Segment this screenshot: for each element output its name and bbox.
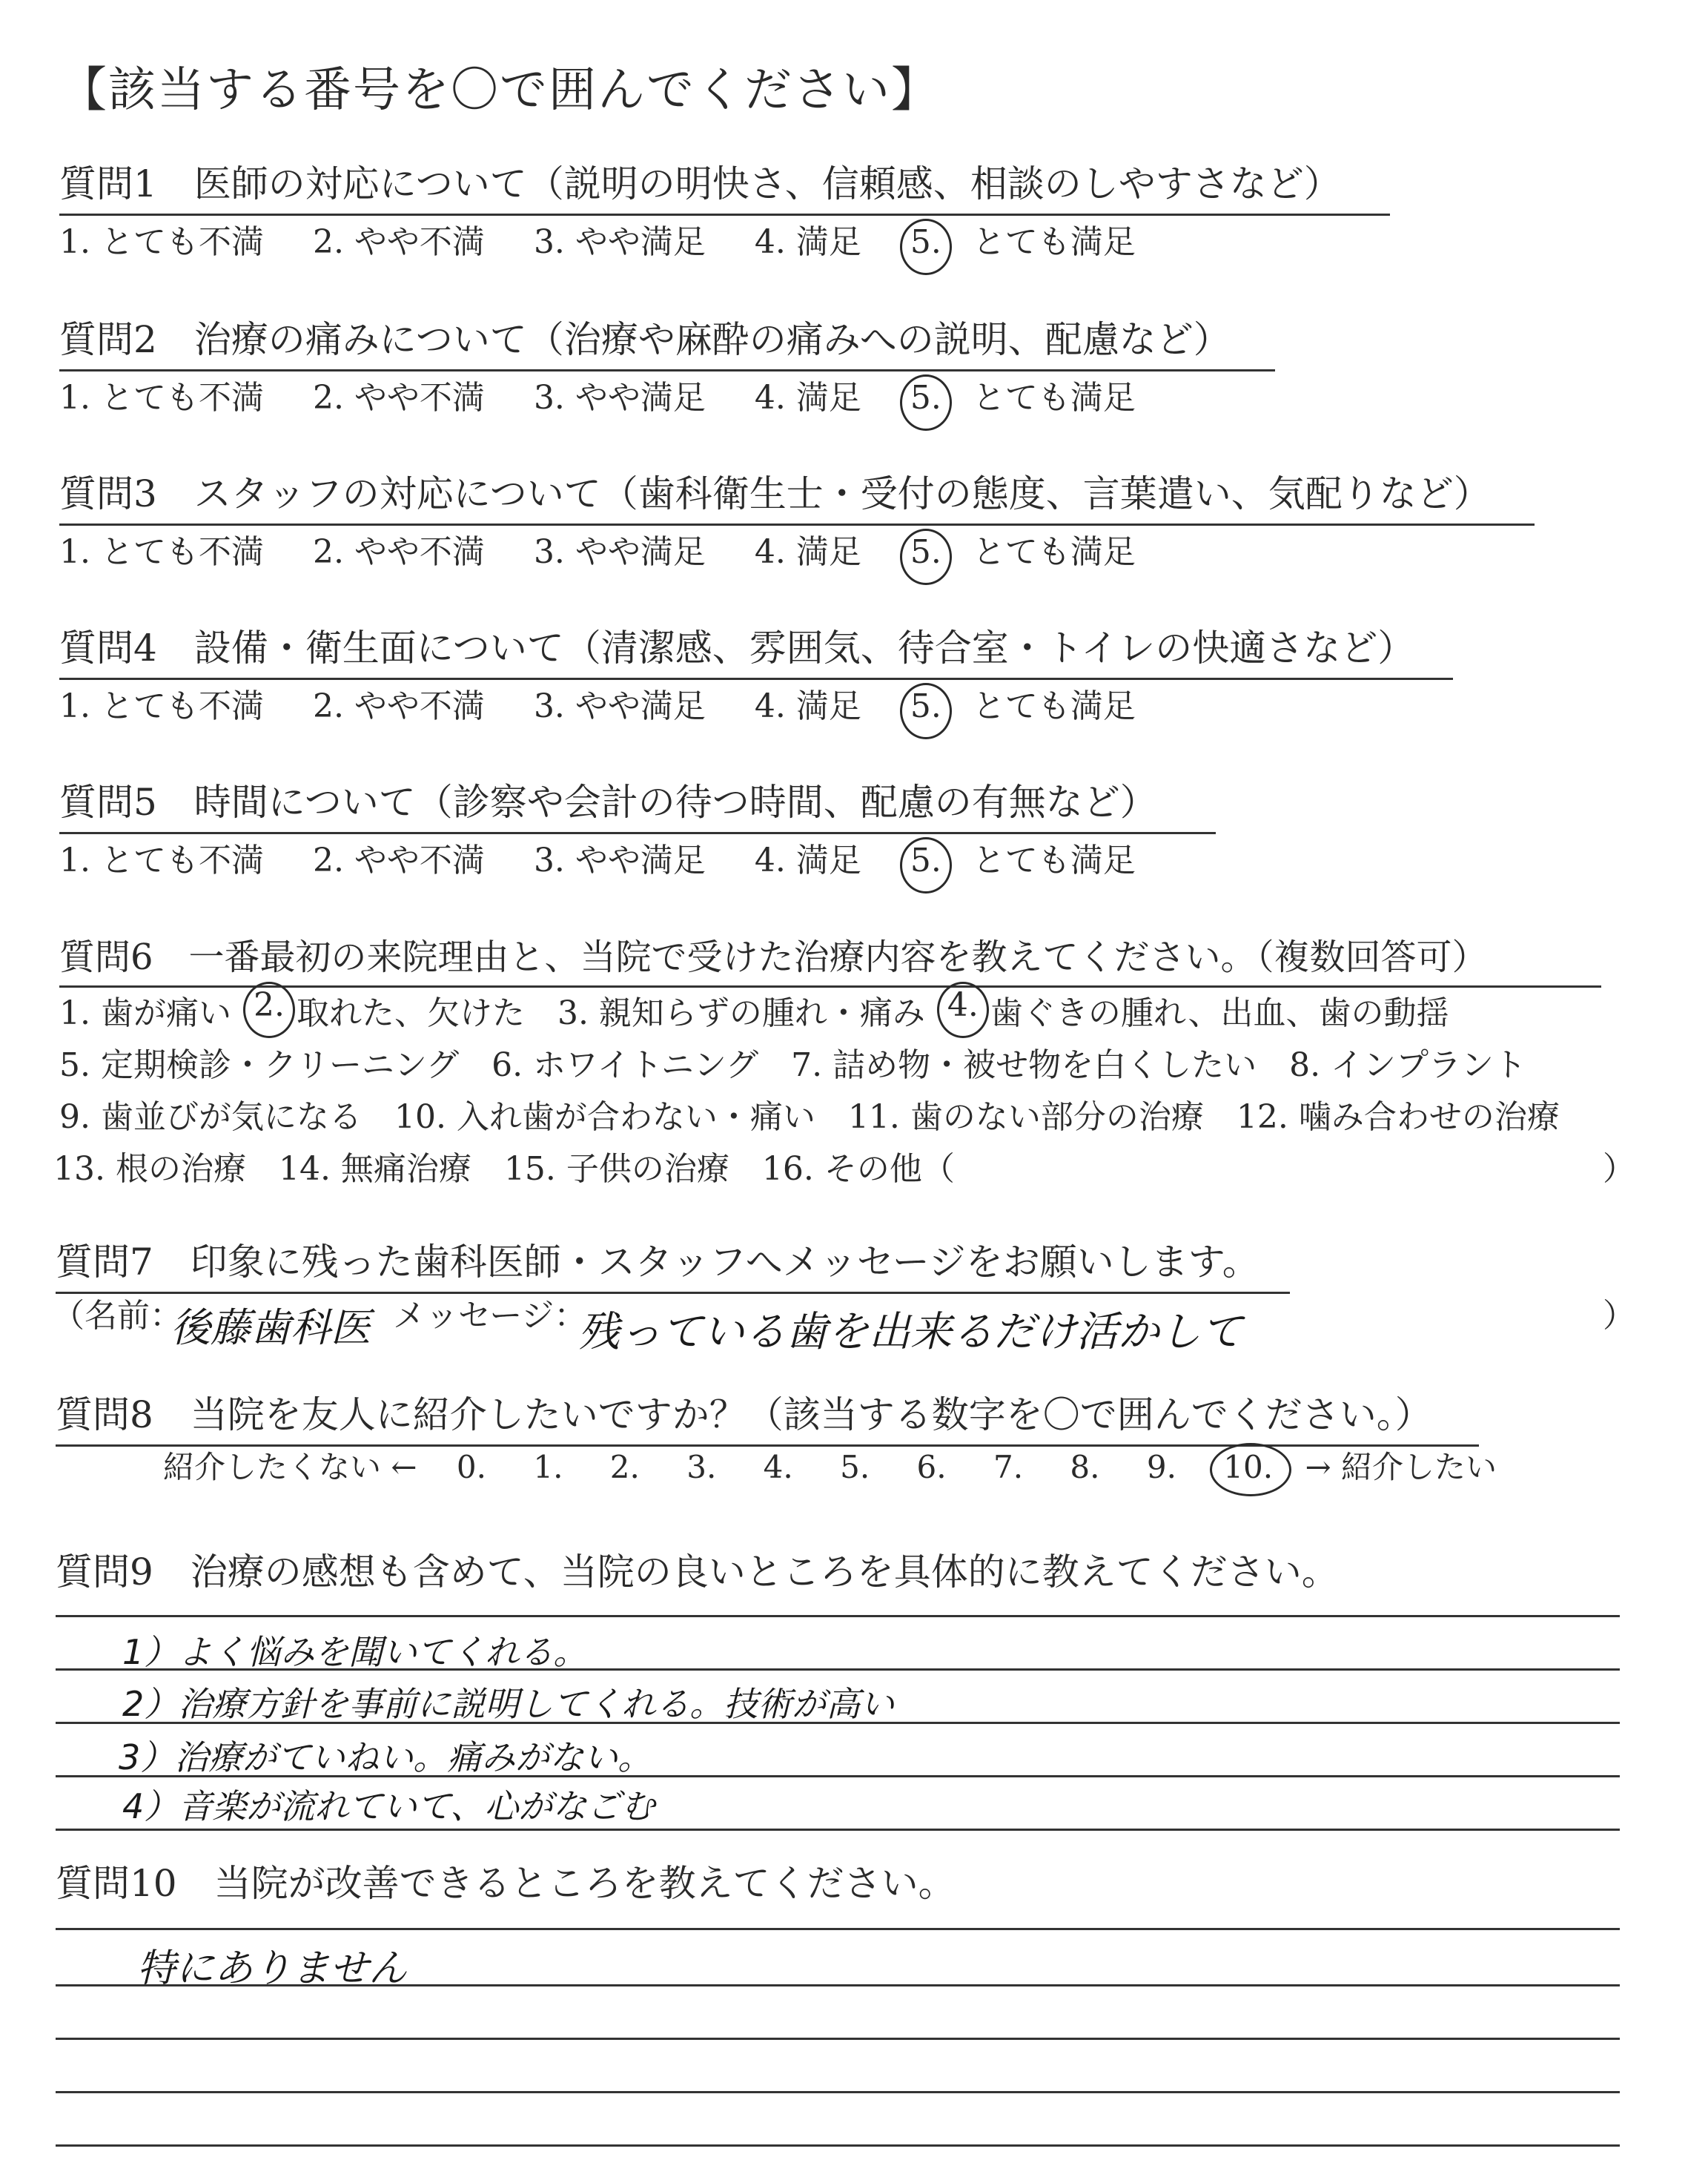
selection-circle	[900, 529, 952, 585]
option-3[interactable]: 3. やや満足	[533, 379, 706, 417]
page-title: 【該当する番号を〇で囲んでください】	[59, 63, 940, 118]
option-2-label: 取れた、欠けた	[296, 994, 525, 1032]
q8-scale-4[interactable]: 4.	[763, 1449, 793, 1485]
question-8-header: 質問8 当院を友人に紹介したいですか？（該当する数字を〇で囲んでください。）	[56, 1385, 1479, 1447]
answer-line	[56, 1984, 1620, 1986]
option-1[interactable]: 1. とても不満	[59, 533, 264, 571]
q8-scale-3[interactable]: 3.	[686, 1449, 717, 1485]
question-1-options	[59, 215, 1174, 262]
option-5-label: とても満足	[972, 223, 1136, 261]
question-3-options	[59, 525, 1174, 572]
q8-scale-9[interactable]: 9.	[1146, 1449, 1176, 1485]
option-16[interactable]: 16. その他（	[761, 1150, 955, 1188]
q8-scale-5[interactable]: 5.	[840, 1449, 870, 1485]
question-6-row-4	[53, 1142, 987, 1189]
question-2-options	[59, 371, 1174, 418]
answer-line	[56, 1615, 1620, 1617]
option-4[interactable]: 4. 満足	[754, 842, 861, 879]
option-1[interactable]: 1. とても不満	[59, 687, 264, 725]
question-3-header: 質問3 スタッフの対応について（歯科衛生士・受付の態度、言葉遣い、気配りなど）	[59, 464, 1535, 526]
option-3[interactable]: 3. やや満足	[533, 533, 706, 571]
question-5-header: 質問5 時間について（診察や会計の待つ時間、配慮の有無など）	[59, 773, 1216, 834]
option-13[interactable]: 13. 根の治療	[53, 1150, 246, 1188]
option-5-selected[interactable]: 5.	[910, 223, 941, 261]
question-4-header: 質問4 設備・衛生面について（清潔感、雰囲気、待合室・トイレの快適さなど）	[59, 618, 1453, 680]
option-4-label: 歯ぐきの腫れ、出血、歯の動揺	[990, 994, 1449, 1032]
answer-line	[56, 1775, 1620, 1777]
option-2[interactable]: 2. やや不満	[312, 379, 485, 417]
q8-scale-2[interactable]: 2.	[609, 1449, 640, 1485]
option-5-label: とても満足	[972, 379, 1136, 417]
selection-circle	[1210, 1443, 1291, 1496]
question-6-row-2	[59, 1038, 1526, 1086]
q7-name-label: （名前：	[52, 1297, 182, 1335]
q8-scale-8[interactable]: 8.	[1070, 1449, 1100, 1485]
option-1[interactable]: 1. とても不満	[59, 379, 264, 417]
selection-circle	[900, 219, 952, 275]
option-2-selected[interactable]: 2.	[254, 986, 285, 1034]
answer-line	[56, 2091, 1620, 2093]
option-1[interactable]: 1. 歯が痛い	[59, 994, 231, 1032]
option-5-selected[interactable]: 5.	[910, 379, 941, 417]
option-12[interactable]: 12. 噛み合わせの治療	[1236, 1098, 1560, 1136]
option-5-selected[interactable]: 5.	[910, 533, 941, 571]
option-5-label: とても満足	[972, 687, 1136, 725]
answer-line	[56, 2038, 1620, 2040]
selection-circle	[900, 374, 952, 431]
option-1[interactable]: 1. とても不満	[59, 842, 264, 879]
q7-name-value[interactable]: 後藤歯科医	[171, 1304, 371, 1351]
option-5-selected[interactable]: 5.	[910, 687, 941, 725]
q7-message-value[interactable]: 残っている歯を出来るだけ活かして	[578, 1308, 1242, 1356]
selection-circle	[937, 982, 989, 1038]
question-1-header: 質問1 医師の対応について（説明の明快さ、信頼感、相談のしやすさなど）	[59, 154, 1390, 216]
q9-answer-1[interactable]: 1）よく悩みを聞いてくれる。	[122, 1632, 588, 1672]
option-9[interactable]: 9. 歯並びが気になる	[59, 1098, 362, 1136]
option-3[interactable]: 3. 親知らずの腫れ・痛み	[557, 994, 925, 1032]
selection-circle	[243, 982, 295, 1038]
q9-answer-4[interactable]: 4）音楽が流れていて、心がなごむ	[122, 1786, 655, 1826]
q8-scale-6[interactable]: 6.	[916, 1449, 947, 1485]
option-11[interactable]: 11. 歯のない部分の治療	[847, 1098, 1204, 1136]
option-4[interactable]: 4. 満足	[754, 379, 861, 417]
question-7-header: 質問7 印象に残った歯科医師・スタッフへメッセージをお願いします。	[56, 1232, 1290, 1294]
question-6-row-1	[59, 986, 1449, 1034]
option-4[interactable]: 4. 満足	[754, 533, 861, 571]
option-10[interactable]: 10. 入れ歯が合わない・痛い	[394, 1098, 815, 1136]
answer-line	[56, 1928, 1620, 1930]
option-15[interactable]: 15. 子供の治療	[503, 1150, 729, 1188]
q8-right-label: → 紹介したい	[1305, 1449, 1497, 1485]
option-2[interactable]: 2. やや不満	[312, 223, 485, 261]
option-7[interactable]: 7. 詰め物・被せ物を白くしたい	[791, 1046, 1257, 1084]
question-6-header: 質問6 一番最初の来院理由と、当院で受けた治療内容を教えてください。（複数回答可）	[59, 928, 1601, 988]
q8-left-label: 紹介したくない ←	[163, 1449, 417, 1485]
question-9-header: 質問9 治療の感想も含めて、当院の良いところを具体的に教えてください。	[56, 1550, 1339, 1593]
question-2-header: 質問2 治療の痛みについて（治療や麻酔の痛みへの説明、配慮など）	[59, 310, 1275, 371]
option-5-label: とても満足	[972, 533, 1136, 571]
q10-answer[interactable]: 特にありません	[137, 1946, 408, 1991]
selection-circle	[900, 837, 952, 894]
q8-scale-0[interactable]: 0.	[456, 1449, 486, 1485]
question-4-options	[59, 679, 1174, 727]
answer-line	[56, 1668, 1620, 1671]
q8-scale	[163, 1443, 1497, 1487]
answer-line	[56, 1722, 1620, 1724]
option-2[interactable]: 2. やや不満	[312, 842, 485, 879]
question-6-row-3	[59, 1090, 1560, 1137]
question-5-options	[59, 833, 1174, 881]
q8-scale-7[interactable]: 7.	[993, 1449, 1024, 1485]
option-3[interactable]: 3. やや満足	[533, 842, 706, 879]
option-4[interactable]: 4. 満足	[754, 687, 861, 725]
q7-close-paren: ）	[1603, 1297, 1635, 1335]
q8-scale-1[interactable]: 1.	[533, 1449, 563, 1485]
option-1[interactable]: 1. とても不満	[59, 223, 264, 261]
option-8[interactable]: 8. インプラント	[1289, 1046, 1527, 1084]
selection-circle	[900, 683, 952, 739]
option-14[interactable]: 14. 無痛治療	[278, 1150, 471, 1188]
q7-message-label: メッセージ：	[393, 1297, 587, 1335]
option-2[interactable]: 2. やや不満	[312, 533, 485, 571]
option-5-selected[interactable]: 5.	[910, 842, 941, 879]
option-5[interactable]: 5. 定期検診・クリーニング	[59, 1046, 460, 1084]
option-16-close-paren: ）	[1603, 1150, 1635, 1188]
option-4[interactable]: 4. 満足	[754, 223, 861, 261]
q9-answer-2[interactable]: 2）治療方針を事前に説明してくれる。技術が高い	[122, 1684, 895, 1724]
option-3[interactable]: 3. やや満足	[533, 223, 706, 261]
option-4-selected[interactable]: 4.	[947, 986, 979, 1034]
option-2[interactable]: 2. やや不満	[312, 687, 485, 725]
option-6[interactable]: 6. ホワイトニング	[491, 1046, 759, 1084]
answer-line	[56, 2144, 1620, 2147]
q9-answer-3[interactable]: 3）治療がていねい。痛みがない。	[119, 1737, 652, 1777]
question-10-header: 質問10 当院が改善できるところを教えてください。	[56, 1862, 956, 1905]
option-5-label: とても満足	[972, 842, 1136, 879]
option-3[interactable]: 3. やや満足	[533, 687, 706, 725]
answer-line	[56, 1829, 1620, 1831]
q8-scale-10-selected[interactable]: 10.	[1223, 1449, 1273, 1485]
